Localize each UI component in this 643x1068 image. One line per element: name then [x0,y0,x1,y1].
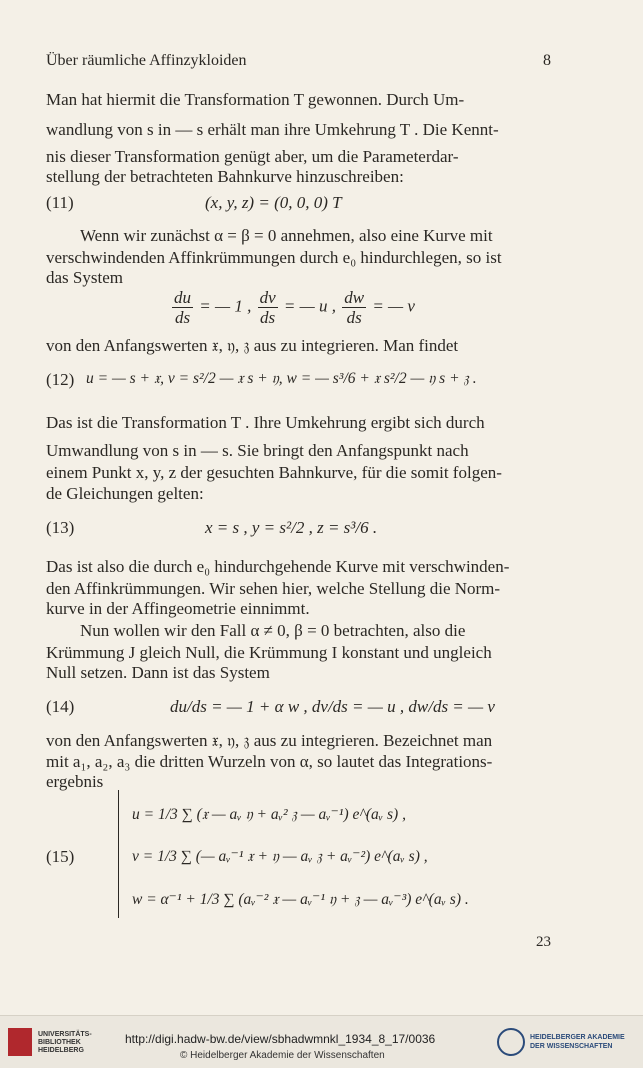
page-number: 23 [536,934,551,950]
text-line: Man hat hiermit die Transformation T gewonnen. Durch Um- [46,90,465,109]
equation-number: (12) [46,370,75,389]
text-line: Null setzen. Dann ist das System [46,663,270,682]
equation-13: x = s , y = s²/2 , z = s³/6 . [205,518,378,537]
equation-15-v: v = 1/3 ∑ (— aᵥ⁻¹ 𝔵 + 𝔶 — aᵥ 𝔷 + aᵥ⁻²) e^(aᵥ s) , [132,848,428,865]
equation-number: (15) [46,847,75,866]
text-line: nis dieser Transformation genügt aber, um die Parameterdar- [46,147,459,166]
text-line: Nun wollen wir den Fall α ≠ 0, β = 0 betrachten, also die [80,621,466,640]
text-line: Das ist die Transformation T . Ihre Umkehrung ergibt sich durch [46,413,485,432]
text-line: das System [46,268,123,287]
equation-number: (14) [46,697,75,716]
equation-number: (13) [46,518,75,537]
header-title: Über räumliche Affinzykloiden [46,52,247,69]
text-line: kurve in der Affingeometrie einnimmt. [46,599,310,618]
text-line: Das ist also die durch e₀ hindurchgehende Kurve mit verschwinden- [46,557,510,576]
text-line: einem Punkt x, y, z der gesuchten Bahnkurve, für die somit folgen- [46,463,502,482]
system-1: $\frac{du}{ds}$ = — 1 , $\frac{dv}{ds}$ = — u , $\frac{dw}{ds}$ = — v [174,288,415,327]
equation-12: u = — s + 𝔵, v = s²/2 — 𝔵 s + 𝔶, w = — s³/6 + 𝔵 s²/2 — 𝔶 s + 𝔷 . [86,370,477,387]
copyright-text: © Heidelberger Akademie der Wissenschaften [180,1050,385,1061]
equation-15-u: u = 1/3 ∑ (𝔵 — aᵥ 𝔶 + aᵥ² 𝔷 — aᵥ⁻¹) e^(aᵥ s) , [132,806,406,823]
academy-logo-icon [497,1028,525,1056]
text-line: mit a₁, a₂, a₃ die dritten Wurzeln von α, so lautet das Integrations- [46,752,493,771]
text-line: ergebnis [46,772,104,791]
equation-brace [118,790,127,918]
academy-name: HEIDELBERGER AKADEMIE DER WISSENSCHAFTEN [530,1034,625,1050]
running-header [46,52,551,70]
text-line: stellung der betrachteten Bahnkurve hinzuschreiben: [46,167,404,186]
text-line: wandlung von s in — s erhält man ihre Umkehrung T . Die Kennt- [46,120,499,139]
text-line: de Gleichungen gelten: [46,484,204,503]
library-name: UNIVERSITÄTS- BIBLIOTHEK HEIDELBERG [38,1031,92,1054]
text-line: Wenn wir zunächst α = β = 0 annehmen, also eine Kurve mit [80,226,493,245]
equation-11: (x, y, z) = (0, 0, 0) T [205,193,342,212]
equation-15-w: w = α⁻¹ + 1/3 ∑ (aᵥ⁻² 𝔵 — aᵥ⁻¹ 𝔶 + 𝔷 — aᵥ⁻³) e^(aᵥ s) . [132,891,469,908]
text-line: Krümmung J gleich Null, die Krümmung I konstant und ungleich [46,643,492,662]
library-logo-icon [8,1028,32,1056]
viewer-footer [0,1015,643,1068]
text-line: den Affinkrümmungen. Wir sehen hier, welche Stellung die Norm- [46,579,501,598]
text-line: von den Anfangswerten 𝔵, 𝔶, 𝔷 aus zu integrieren. Man findet [46,336,459,355]
equation-number: (11) [46,193,74,212]
header-page: 8 [543,52,551,69]
text-line: Umwandlung von s in — s. Sie bringt den Anfangspunkt nach [46,441,469,460]
text-line: von den Anfangswerten 𝔵, 𝔶, 𝔷 aus zu integrieren. Bezeichnet man [46,731,493,750]
text-line: verschwindenden Affinkrümmungen durch e₀ hindurchlegen, so ist [46,248,502,267]
equation-14: du/ds = — 1 + α w , dv/ds = — u , dw/ds = — v [170,697,495,716]
document-url[interactable]: http://digi.hadw-bw.de/view/sbhadwmnkl_1934_8_17/0036 [125,1032,436,1046]
